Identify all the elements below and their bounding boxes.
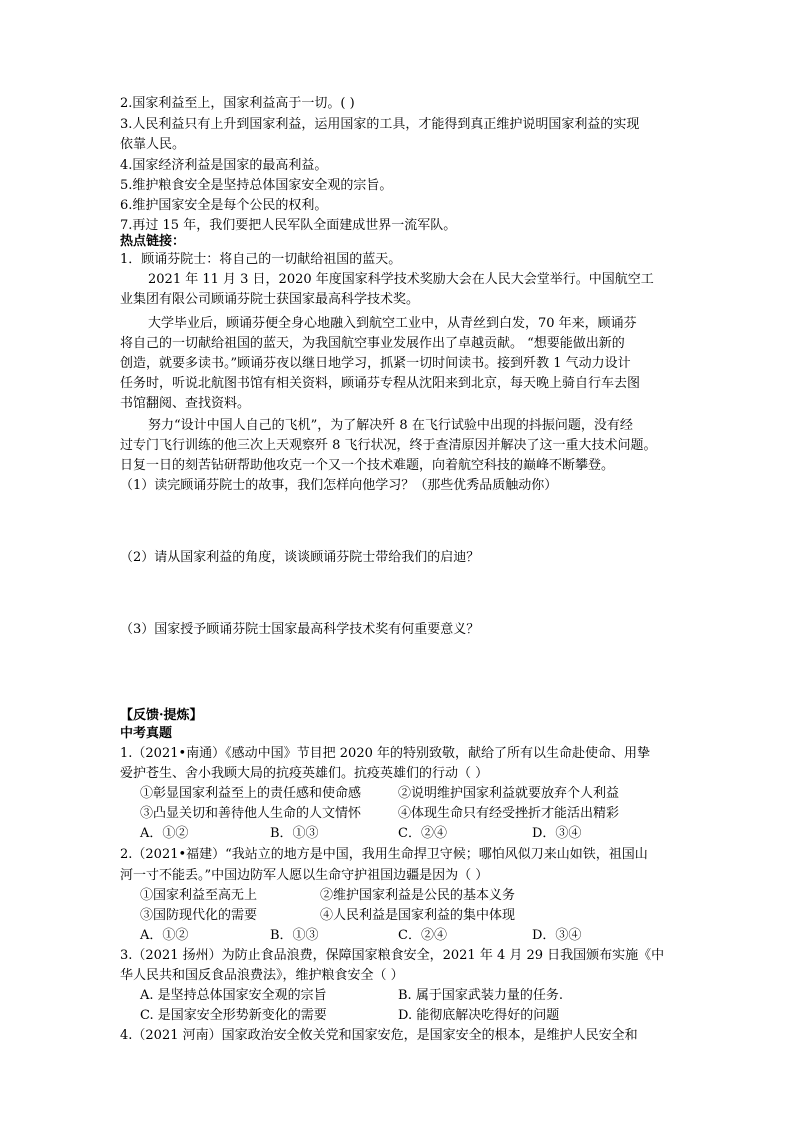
mcq-3-option-d: D. 能彻底解决吃得好的问题 xyxy=(398,1008,560,1023)
mcq-2-option-a: A．①② xyxy=(140,928,189,943)
story-paragraph-2-line5: 书馆翻阅、查找资料。 xyxy=(120,396,251,411)
mcq-2-option-b: B．①③ xyxy=(270,928,319,943)
mcq-2-statement-2: ②维护国家利益是公民的基本义务 xyxy=(320,888,516,903)
mcq-2-statement-4: ④人民利益是国家利益的集中体现 xyxy=(320,908,516,923)
statement-5: 5.维护粮食安全是坚持总体国家安全观的宗旨。 xyxy=(120,178,393,193)
mcq-1-option-b: B．①③ xyxy=(270,826,319,841)
story-paragraph-2-line3: 创造，就要多读书。”顾诵芬夜以继日地学习，抓紧一切时间读书。接到歼教 1 气动力设计 xyxy=(120,356,631,371)
mcq-2-option-d: D．③④ xyxy=(532,928,582,943)
question-1: （1）读完顾诵芬院士的故事，我们怎样向他学习？（那些优秀品质触动你） xyxy=(120,478,558,493)
statement-4: 4.国家经济利益是国家的最高利益。 xyxy=(120,158,328,173)
story-paragraph-2-line2: 将自己的一切献给祖国的蓝天，为我国航空事业发展作出了卓越贡献。 “想要能做出新的 xyxy=(120,336,625,351)
story-paragraph-2-line4: 任务时，听说北航图书馆有相关资料，顾诵芬专程从沈阳来到北京，每天晚上骑自行车去图 xyxy=(120,376,641,391)
mcq-1-option-d: D．③④ xyxy=(532,826,582,841)
mcq-2-option-c: C．②④ xyxy=(398,928,447,943)
question-2: （2）请从国家利益的角度，谈谈顾诵芬院士带给我们的启迪？ xyxy=(120,550,480,565)
mcq-1-stem-line2: 爱护苍生、舍小我顾大局的抗疫英雄们。抗疫英雄们的行动（ ） xyxy=(120,766,489,781)
mcq-3-stem-line2: 华人民共和国反食品浪费法》，维护粮食安全（ ） xyxy=(120,968,404,983)
question-3: （3）国家授予顾诵芬院士国家最高科学技术奖有何重要意义？ xyxy=(120,622,480,637)
exam-questions-subheading: 中考真题 xyxy=(120,726,173,741)
mcq-3-option-b: B. 属于国家武装力量的任务. xyxy=(398,988,563,1003)
hot-link-heading: 热点链接： xyxy=(120,234,186,249)
story-paragraph-2-line1: 大学毕业后，顾诵芬便全身心地融入到航空工业中，从青丝到白发，70 年来，顾诵芬 xyxy=(148,316,637,331)
mcq-3-stem-line1: 3.（2021 扬州）为防止食品浪费，保障国家粮食安全，2021 年 4 月 29 日我国颁布实施《中 xyxy=(120,948,665,963)
mcq-4-stem-line1: 4.（2021 河南）国家政治安全攸关党和国家安危，是国家安全的根本，是维护人民安全和 xyxy=(120,1028,638,1043)
mcq-3-option-c: C. 是国家安全形势新变化的需要 xyxy=(140,1008,327,1023)
mcq-2-stem-line1: 2.（2021•福建）“我站立的地方是中国，我用生命捍卫守候；哪怕风似刀来山如铁，祖国山 xyxy=(120,847,648,862)
story-paragraph-1-line2: 业集团有限公司顾诵芬院士获国家最高科学技术奖。 xyxy=(120,292,420,307)
mcq-1-statement-4: ④体现生命只有经受挫折才能活出精彩 xyxy=(398,806,620,821)
statement-6: 6.维护国家安全是每个公民的权利。 xyxy=(120,198,328,213)
mcq-1-option-a: A．①② xyxy=(140,826,189,841)
story-paragraph-3-line3: 日复一日的刻苦钻研帮助他攻克一个又一个技术难题，向着航空科技的巅峰不断攀登。 xyxy=(120,458,615,473)
mcq-2-statement-3: ③国防现代化的需要 xyxy=(140,908,258,923)
mcq-2-statement-1: ①国家利益至高无上 xyxy=(140,888,258,903)
statement-3-line2: 依靠人民。 xyxy=(120,137,186,152)
feedback-heading: 【反馈·提炼】 xyxy=(120,708,203,723)
hot-topic-title: 1．顾诵芬院士：将自己的一切献给祖国的蓝天。 xyxy=(120,252,402,267)
mcq-1-stem-line1: 1.（2021•南通）《感动中国》节目把 2020 年的特别致敬，献给了所有以生命赴使命、用挚 xyxy=(120,746,651,761)
story-paragraph-1-line1: 2021 年 11 月 3 日，2020 年度国家科学技术奖励大会在人民大会堂举行。中国航空工 xyxy=(148,272,654,287)
mcq-1-statement-2: ②说明维护国家利益就要放弃个人利益 xyxy=(398,786,620,801)
story-paragraph-3-line2: 过专门飞行训练的他三次上天观察歼 8 飞行状况，终于查清原因并解决了这一重大技术问题。 xyxy=(120,438,657,453)
statement-2: 2.国家利益至上，国家利益高于一切。( ) xyxy=(120,96,355,111)
mcq-2-stem-line2: 河一寸不能丢。”中国边防军人愿以生命守护祖国边疆是因为（ ） xyxy=(120,868,489,883)
mcq-3-option-a: A. 是坚持总体国家安全观的宗旨 xyxy=(140,988,327,1003)
story-paragraph-3-line1: 努力“设计中国人自己的飞机”，为了解决歼 8 在飞行试验中出现的抖振问题，没有经 xyxy=(148,418,633,433)
statement-7: 7.再过 15 年，我们要把人民军队全面建成世界一流军队。 xyxy=(120,218,457,233)
mcq-1-statement-1: ①彰显国家利益至上的责任感和使命感 xyxy=(140,786,362,801)
mcq-1-statement-3: ③凸显关切和善待他人生命的人文情怀 xyxy=(140,806,362,821)
mcq-1-option-c: C．②④ xyxy=(398,826,447,841)
statement-3-line1: 3.人民利益只有上升到国家利益，运用国家的工具，才能得到真正维护说明国家利益的实现 xyxy=(120,117,640,132)
